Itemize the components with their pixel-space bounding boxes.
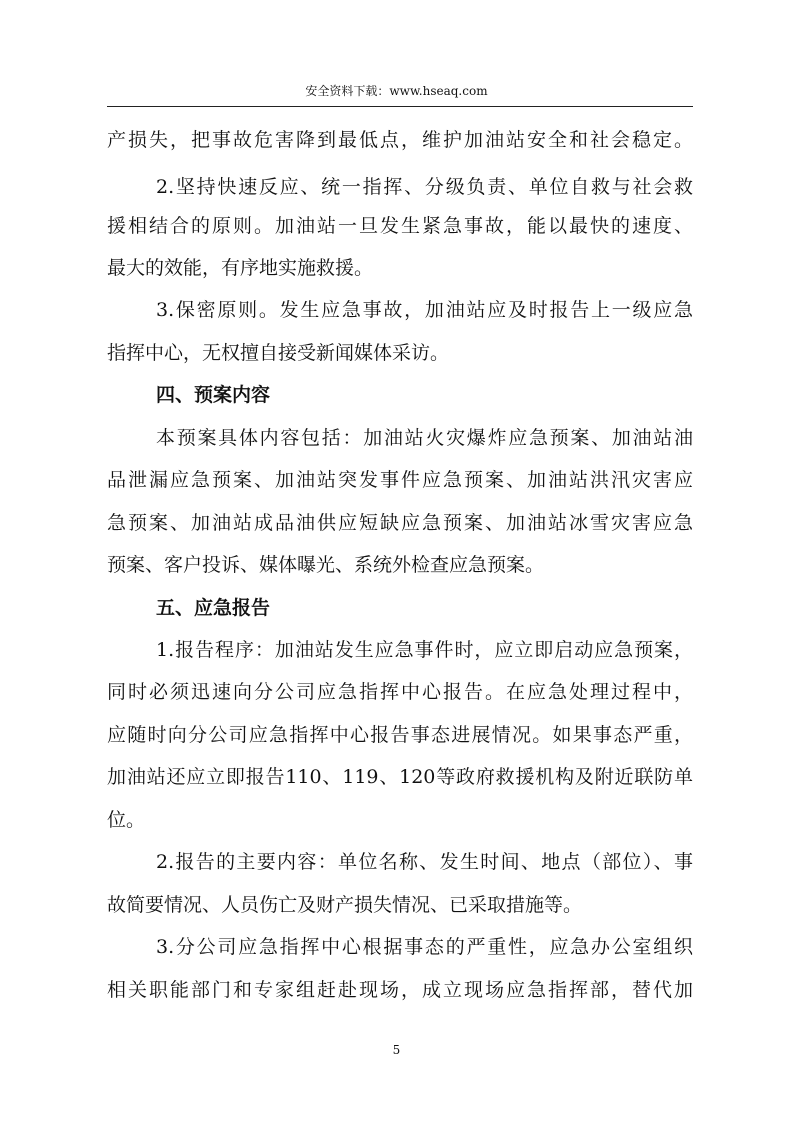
body-line: 加油站还应立即报告110、119、120等政府救援机构及附近联防单 <box>107 766 693 788</box>
body-line: 3.分公司应急指挥中心根据事态的严重性，应急办公室组织 <box>156 936 693 958</box>
body-line: 最大的效能，有序地实施救援。 <box>107 257 374 279</box>
body-line: 预案、客户投诉、媒体曝光、系统外检查应急预案。 <box>107 554 545 576</box>
body-line: 指挥中心，无权擅自接受新闻媒体采访。 <box>107 342 450 364</box>
section-heading: 四、预案内容 <box>156 384 271 406</box>
body-line: 2.报告的主要内容：单位名称、发生时间、地点（部位）、事 <box>156 851 693 873</box>
section-heading: 五、应急报告 <box>156 597 271 619</box>
body-line: 同时必须迅速向分公司应急指挥中心报告。在应急处理过程中， <box>107 681 693 703</box>
body-line: 本预案具体内容包括：加油站火灾爆炸应急预案、加油站油 <box>156 427 693 449</box>
body-line: 援相结合的原则。加油站一旦发生紧急事故，能以最快的速度、 <box>107 215 693 237</box>
body-line: 3.保密原则。发生应急事故，加油站应及时报告上一级应急 <box>156 299 693 321</box>
body-line: 急预案、加油站成品油供应短缺应急预案、加油站冰雪灾害应急 <box>107 512 693 534</box>
body-line: 相关职能部门和专家组赶赴现场，成立现场应急指挥部，替代加 <box>107 979 693 1001</box>
header-divider <box>107 106 693 107</box>
body-line: 应随时向分公司应急指挥中心报告事态进展情况。如果事态严重， <box>107 724 693 746</box>
body-line: 故简要情况、人员伤亡及财产损失情况、已采取措施等。 <box>107 894 583 916</box>
page-number: 5 <box>392 1043 401 1057</box>
body-line: 品泄漏应急预案、加油站突发事件应急预案、加油站洪汛灾害应 <box>107 469 693 491</box>
body-line: 2.坚持快速反应、统一指挥、分级负责、单位自救与社会救 <box>156 176 693 198</box>
body-line: 位。 <box>107 809 146 831</box>
body-line: 1.报告程序：加油站发生应急事件时，应立即启动应急预案， <box>156 639 693 661</box>
page-header: 安全资料下载：www.hseaq.com <box>305 84 488 98</box>
body-line: 产损失，把事故危害降到最低点，维护加油站安全和社会稳定。 <box>107 129 693 151</box>
